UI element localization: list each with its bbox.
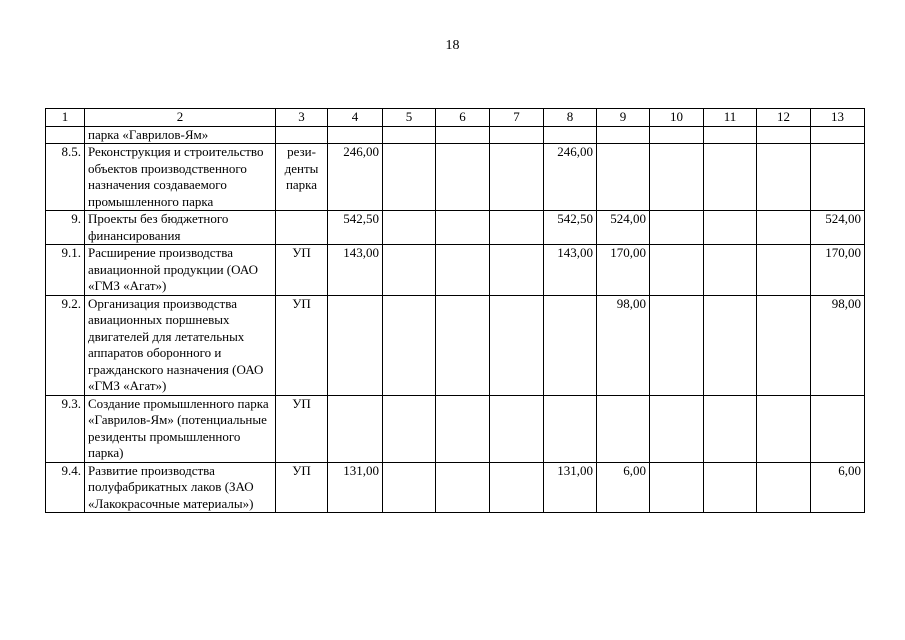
value-cell-col-10 xyxy=(650,144,704,211)
row-number-cell xyxy=(46,126,85,144)
value-cell-col-5 xyxy=(383,462,436,513)
value-cell-col-11 xyxy=(704,211,757,245)
row-name-cell: Расширение производства авиационной продукции (ОАО «ГМЗ «Агат») xyxy=(85,245,276,296)
value-cell-col-13 xyxy=(811,126,865,144)
value-cell-col-7 xyxy=(490,462,544,513)
value-cell-col-12 xyxy=(757,211,811,245)
column-header: 7 xyxy=(490,109,544,127)
value-cell-col-4 xyxy=(328,295,383,395)
value-cell-col-6 xyxy=(436,395,490,462)
value-cell-col-12 xyxy=(757,462,811,513)
data-table xyxy=(45,108,865,513)
table-row xyxy=(46,245,865,296)
value-cell-col-5 xyxy=(383,245,436,296)
value-cell-col-4: 131,00 xyxy=(328,462,383,513)
row-executor-cell: рези-денты парка xyxy=(276,144,328,211)
value-cell-col-11 xyxy=(704,295,757,395)
column-header: 8 xyxy=(544,109,597,127)
row-executor-cell: УП xyxy=(276,295,328,395)
value-cell-col-4: 246,00 xyxy=(328,144,383,211)
value-cell-col-10 xyxy=(650,395,704,462)
column-header: 2 xyxy=(85,109,276,127)
value-cell-col-8: 131,00 xyxy=(544,462,597,513)
value-cell-col-10 xyxy=(650,126,704,144)
value-cell-col-11 xyxy=(704,126,757,144)
value-cell-col-13: 524,00 xyxy=(811,211,865,245)
column-header: 1 xyxy=(46,109,85,127)
value-cell-col-11 xyxy=(704,144,757,211)
value-cell-col-12 xyxy=(757,295,811,395)
value-cell-col-7 xyxy=(490,245,544,296)
table-row xyxy=(46,462,865,513)
value-cell-col-7 xyxy=(490,211,544,245)
value-cell-col-9 xyxy=(597,395,650,462)
value-cell-col-5 xyxy=(383,295,436,395)
value-cell-col-8 xyxy=(544,126,597,144)
value-cell-col-13 xyxy=(811,395,865,462)
table-header-row xyxy=(46,109,865,127)
value-cell-col-10 xyxy=(650,245,704,296)
value-cell-col-7 xyxy=(490,144,544,211)
row-executor-cell xyxy=(276,211,328,245)
value-cell-col-4: 542,50 xyxy=(328,211,383,245)
column-header: 12 xyxy=(757,109,811,127)
column-header: 9 xyxy=(597,109,650,127)
value-cell-col-8 xyxy=(544,395,597,462)
value-cell-col-10 xyxy=(650,462,704,513)
value-cell-col-11 xyxy=(704,462,757,513)
row-executor-cell: УП xyxy=(276,245,328,296)
page-number: 18 xyxy=(445,38,460,53)
value-cell-col-6 xyxy=(436,295,490,395)
value-cell-col-8: 246,00 xyxy=(544,144,597,211)
value-cell-col-13: 98,00 xyxy=(811,295,865,395)
value-cell-col-9: 98,00 xyxy=(597,295,650,395)
value-cell-col-6 xyxy=(436,462,490,513)
row-name-cell: парка «Гаврилов-Ям» xyxy=(85,126,276,144)
value-cell-col-5 xyxy=(383,126,436,144)
row-number-cell: 8.5. xyxy=(46,144,85,211)
column-header: 5 xyxy=(383,109,436,127)
table-row xyxy=(46,295,865,395)
row-number-cell: 9.3. xyxy=(46,395,85,462)
column-header: 11 xyxy=(704,109,757,127)
value-cell-col-5 xyxy=(383,144,436,211)
row-name-cell: Развитие производства полуфабрикатных лаков (ЗАО «Лакокрасочные материалы») xyxy=(85,462,276,513)
table-row xyxy=(46,144,865,211)
value-cell-col-7 xyxy=(490,126,544,144)
table-row xyxy=(46,211,865,245)
value-cell-col-12 xyxy=(757,395,811,462)
value-cell-col-12 xyxy=(757,144,811,211)
value-cell-col-6 xyxy=(436,245,490,296)
row-number-cell: 9.4. xyxy=(46,462,85,513)
value-cell-col-8 xyxy=(544,295,597,395)
value-cell-col-9: 6,00 xyxy=(597,462,650,513)
value-cell-col-12 xyxy=(757,245,811,296)
value-cell-col-6 xyxy=(436,144,490,211)
column-header: 3 xyxy=(276,109,328,127)
value-cell-col-9 xyxy=(597,126,650,144)
value-cell-col-11 xyxy=(704,395,757,462)
row-number-cell: 9. xyxy=(46,211,85,245)
row-executor-cell xyxy=(276,126,328,144)
row-name-cell: Реконструкция и строительство объектов производственного назначения создаваемого промышленного парка xyxy=(85,144,276,211)
value-cell-col-13: 170,00 xyxy=(811,245,865,296)
value-cell-col-7 xyxy=(490,295,544,395)
value-cell-col-7 xyxy=(490,395,544,462)
column-header: 6 xyxy=(436,109,490,127)
column-header: 4 xyxy=(328,109,383,127)
value-cell-col-4: 143,00 xyxy=(328,245,383,296)
row-name-cell: Организация производства авиационных поршневых двигателей для летательных аппаратов оборонного и гражданского назначения (ОАО «ГМЗ «Агат») xyxy=(85,295,276,395)
table-body xyxy=(46,109,865,513)
column-header: 10 xyxy=(650,109,704,127)
table-row xyxy=(46,126,865,144)
value-cell-col-9 xyxy=(597,144,650,211)
value-cell-col-13: 6,00 xyxy=(811,462,865,513)
row-name-cell: Проекты без бюджетного финансирования xyxy=(85,211,276,245)
value-cell-col-8: 542,50 xyxy=(544,211,597,245)
value-cell-col-5 xyxy=(383,211,436,245)
value-cell-col-5 xyxy=(383,395,436,462)
row-executor-cell: УП xyxy=(276,462,328,513)
row-name-cell: Создание промышленного парка «Гаврилов-Ям» (потенциальные резиденты промышленного парка) xyxy=(85,395,276,462)
value-cell-col-13 xyxy=(811,144,865,211)
value-cell-col-4 xyxy=(328,126,383,144)
row-executor-cell: УП xyxy=(276,395,328,462)
row-number-cell: 9.2. xyxy=(46,295,85,395)
value-cell-col-9: 170,00 xyxy=(597,245,650,296)
value-cell-col-10 xyxy=(650,211,704,245)
value-cell-col-9: 524,00 xyxy=(597,211,650,245)
column-header: 13 xyxy=(811,109,865,127)
value-cell-col-8: 143,00 xyxy=(544,245,597,296)
value-cell-col-4 xyxy=(328,395,383,462)
row-number-cell: 9.1. xyxy=(46,245,85,296)
table-row xyxy=(46,395,865,462)
value-cell-col-10 xyxy=(650,295,704,395)
value-cell-col-12 xyxy=(757,126,811,144)
value-cell-col-11 xyxy=(704,245,757,296)
value-cell-col-6 xyxy=(436,126,490,144)
value-cell-col-6 xyxy=(436,211,490,245)
